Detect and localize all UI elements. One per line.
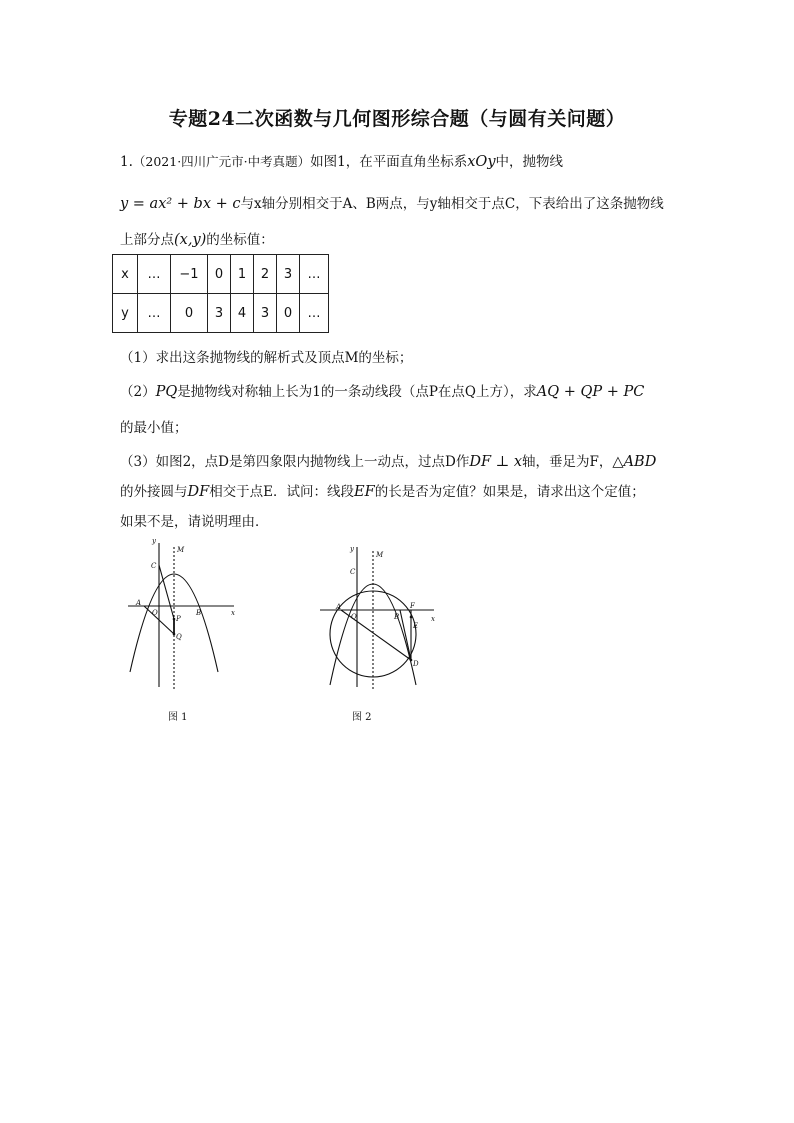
table-cell: 0 bbox=[277, 294, 300, 333]
label-e: E bbox=[413, 622, 419, 630]
problem-intro-line-1 bbox=[120, 150, 563, 170]
label-p: P bbox=[176, 615, 181, 623]
question-1: （1）求出这条抛物线的解析式及顶点M的坐标； bbox=[120, 350, 413, 366]
table-cell: … bbox=[300, 255, 329, 294]
table-row-x bbox=[113, 255, 329, 294]
figure-2-caption: 图 2 bbox=[352, 712, 372, 723]
table-cell: y bbox=[113, 294, 138, 333]
q3-text-e: 的长是否为定值？如果是，请求出这个定值； bbox=[374, 484, 645, 500]
coord-system: xOy bbox=[467, 154, 496, 170]
problem-intro-line-2 bbox=[120, 192, 664, 212]
segment-pc bbox=[159, 565, 174, 619]
table-cell: 4 bbox=[231, 294, 254, 333]
label-b: B bbox=[394, 613, 400, 621]
intro-text-b: 中，抛物线 bbox=[495, 154, 564, 170]
table-cell: 2 bbox=[254, 255, 277, 294]
intro-text-a: 如图1，在平面直角坐标系 bbox=[310, 154, 468, 170]
q3-triangle: △ABD bbox=[612, 454, 657, 470]
intro-text-d-a: 上部分点 bbox=[120, 232, 174, 248]
figure-1-caption: 图 1 bbox=[168, 712, 188, 723]
problem-intro-line-3 bbox=[120, 228, 274, 248]
intro-text-c: 与x轴分别相交于A、B两点，与y轴相交于点C，下表给出了这条抛物线 bbox=[240, 196, 664, 212]
label-f: F bbox=[410, 602, 415, 610]
table-cell: … bbox=[138, 294, 171, 333]
table-row-y bbox=[113, 294, 329, 333]
point-d bbox=[410, 659, 413, 662]
point-xy: (x,y) bbox=[174, 232, 207, 248]
question-3-line-2 bbox=[120, 480, 645, 500]
label-a: A bbox=[136, 599, 142, 607]
table-cell: … bbox=[138, 255, 171, 294]
label-y: y bbox=[350, 545, 354, 553]
label-c: C bbox=[151, 562, 157, 570]
table-cell: x bbox=[113, 255, 138, 294]
table-cell: 1 bbox=[231, 255, 254, 294]
table-cell: 0 bbox=[171, 294, 208, 333]
q3-text-c: 的外接圆与 bbox=[120, 484, 188, 500]
label-x: x bbox=[231, 609, 235, 617]
label-q: Q bbox=[176, 633, 182, 641]
question-3-line-1 bbox=[120, 450, 656, 470]
label-y: y bbox=[152, 537, 156, 545]
segment-bd bbox=[400, 610, 411, 660]
point-q bbox=[173, 633, 176, 636]
label-c: C bbox=[350, 568, 356, 576]
q3-ef: EF bbox=[354, 484, 375, 500]
q3-text-b: 轴，垂足为F， bbox=[522, 454, 613, 470]
problem-number: 1. bbox=[120, 154, 133, 170]
label-d: D bbox=[413, 660, 419, 668]
label-a: A bbox=[336, 603, 342, 611]
question-2-line-1 bbox=[120, 380, 644, 400]
point-e bbox=[410, 616, 413, 619]
q3-df: DF bbox=[187, 484, 210, 500]
coordinate-table bbox=[112, 254, 329, 333]
q2-text: 是抛物线对称轴上长为1的一条动线段（点P在点Q上方），求 bbox=[177, 384, 537, 400]
table-cell: 0 bbox=[208, 255, 231, 294]
problem-source: （2021·四川广元市·中考真题） bbox=[132, 154, 311, 169]
q2-pq: PQ bbox=[155, 384, 178, 400]
figure-2 bbox=[310, 535, 450, 695]
figure-1-diagram bbox=[110, 535, 250, 695]
question-2-line-2: 的最小值； bbox=[120, 420, 188, 436]
q3-df-perp: DF ⊥ x bbox=[469, 454, 523, 470]
label-x: x bbox=[431, 615, 435, 623]
intro-text-d-b: 的坐标值： bbox=[206, 232, 274, 248]
label-b: B bbox=[196, 609, 202, 617]
label-o: O bbox=[152, 609, 158, 617]
table-cell: 3 bbox=[277, 255, 300, 294]
question-3-line-3: 如果不是，请说明理由． bbox=[120, 514, 269, 530]
table-cell: … bbox=[300, 294, 329, 333]
point-p bbox=[173, 618, 176, 621]
q2-expr: AQ + QP + PC bbox=[536, 384, 645, 400]
label-m: M bbox=[376, 551, 384, 559]
q3-text-d: 相交于点E．试问：线段 bbox=[209, 484, 355, 500]
label-m: M bbox=[177, 546, 185, 554]
q2-prefix: （2） bbox=[120, 384, 156, 400]
page-title: 专题24二次函数与几何图形综合题（与圆有关问题） bbox=[168, 108, 626, 130]
figure-2-diagram bbox=[310, 535, 450, 695]
table-cell: −1 bbox=[171, 255, 208, 294]
figure-1 bbox=[110, 535, 250, 695]
parabola-equation: y = ax² + bx + c bbox=[120, 196, 241, 212]
label-o: O bbox=[351, 613, 357, 621]
table-cell: 3 bbox=[254, 294, 277, 333]
table-cell: 3 bbox=[208, 294, 231, 333]
q3-text-a: （3）如图2，点D是第四象限内抛物线上一动点，过点D作 bbox=[120, 454, 470, 470]
